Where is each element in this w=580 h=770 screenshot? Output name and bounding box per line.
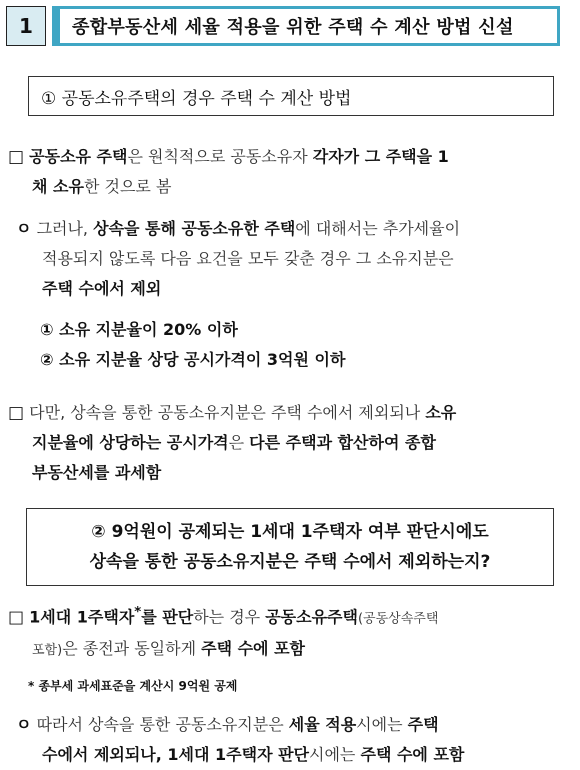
para2-bold-1: 상속을 통해 공동소유한 주택 — [93, 219, 296, 238]
paragraph-3 — [8, 398, 566, 488]
para3-bold-1: 소유 — [425, 403, 457, 422]
section-title-bar — [6, 6, 560, 46]
para3-bold-4: 부동산세를 과세함 — [32, 463, 162, 482]
subheading-2-line-2: 상속을 통한 공동소유지분은 주택 수에서 제외하는지? — [89, 552, 491, 572]
para5-bold-2: 주택 — [407, 715, 439, 734]
para1-bold-2: 각자가 그 주택을 1 — [312, 147, 449, 166]
para4-bold-3: 공동소유주택 — [265, 607, 358, 627]
para5-bold-1: 세율 적용 — [288, 715, 357, 734]
para5-text-2: 시에는 — [356, 715, 408, 734]
paragraph-1 — [8, 142, 566, 202]
para1-bold-1: 공동소유 주택 — [29, 147, 128, 166]
section-title: 종합부동산세 세율 적용을 위한 주택 수 계산 방법 신설 — [52, 6, 560, 46]
section-number: 1 — [6, 6, 46, 46]
para1-text-2: 한 것으로 봄 — [83, 177, 172, 196]
para1-bold-3: 채 소유 — [32, 177, 84, 196]
para2-text-3: 적용되지 않도록 다음 요건을 모두 갖춘 경우 그 소유지분은 — [42, 249, 454, 268]
para2-text-2: 에 대해서는 추가세율이 — [295, 219, 461, 238]
para3-bold-2: 지분율에 상당하는 공시가격 — [32, 433, 229, 452]
para4-small-1: (공동상속주택 — [357, 611, 439, 627]
subheading-box-1 — [28, 76, 554, 116]
circle-bullet-icon: ㅇ — [16, 219, 32, 238]
square-bullet-icon: □ — [8, 607, 25, 628]
para2-bold-2: 주택 수에서 제외 — [42, 279, 162, 298]
para3-text-2: 은 — [228, 433, 250, 452]
para3-bold-3: 다른 주택과 합산하여 종합 — [249, 433, 436, 452]
para4-bold-1: 1세대 1주택자 — [29, 607, 135, 627]
subheading-box-2 — [26, 508, 554, 586]
para5-text-3: 시에는 — [309, 745, 361, 764]
para5-text-1: 따라서 상속을 통한 공동소유지분은 — [36, 715, 289, 734]
paragraph-4 — [8, 598, 566, 666]
subheading-2-line-1: ② 9억원이 공제되는 1세대 1주택자 여부 판단시에도 — [91, 522, 489, 542]
para4-text-1: 하는 경우 — [193, 607, 266, 627]
paragraph-5 — [16, 710, 566, 770]
para5-bold-3: 수에서 제외되나, 1세대 1주택자 판단 — [42, 745, 310, 764]
para4-bold-2: 를 판단 — [141, 607, 194, 627]
para4-text-2: 은 종전과 동일하게 — [62, 639, 202, 659]
para4-bold-4: 주택 수에 포함 — [201, 639, 305, 659]
subheading-1-text: ① 공동소유주택의 경우 주택 수 계산 방법 — [41, 88, 352, 109]
para1-text-1: 은 원칙적으로 공동소유자 — [127, 147, 313, 166]
para3-text-1: 다만, 상속을 통한 공동소유지분은 주택 수에서 제외되나 — [29, 403, 426, 422]
square-bullet-icon: □ — [8, 403, 25, 423]
square-bullet-icon: □ — [8, 147, 25, 167]
footnote: * 종부세 과세표준을 계산시 9억원 공제 — [28, 679, 238, 693]
para2-text-1: 그러나, — [36, 219, 94, 238]
para5-bold-4: 주택 수에 포함 — [360, 745, 465, 764]
para4-small-2: 포함) — [32, 643, 63, 659]
circle-bullet-icon: ㅇ — [16, 715, 32, 734]
paragraph-2 — [16, 214, 566, 304]
condition-2: ② 소유 지분율 상당 공시가격이 3억원 이하 — [40, 350, 346, 369]
footnote-marker: * — [134, 605, 142, 620]
condition-1: ① 소유 지분율이 20% 이하 — [40, 320, 238, 339]
